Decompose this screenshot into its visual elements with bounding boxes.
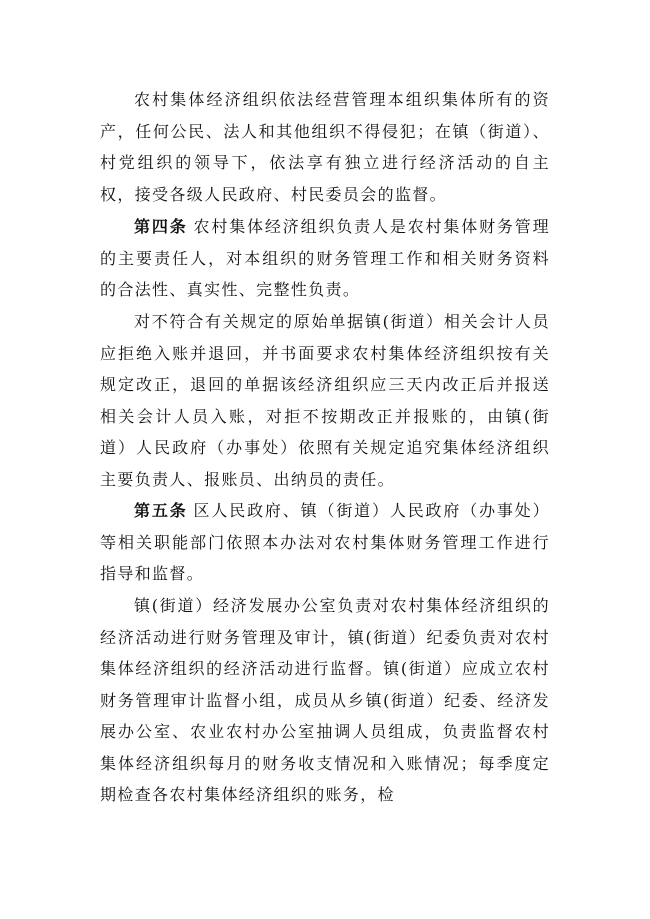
paragraph-invalid-receipts xyxy=(100,306,550,495)
paragraph-asset-management xyxy=(100,84,550,210)
paragraph-article-4 xyxy=(100,211,550,306)
paragraph-audit-supervision xyxy=(100,590,550,811)
paragraph-text: 区人民政府、镇（街道）人民政府（办事处）等相关职能部门依照本办法对农村集体财务管理工作进行指导和监督。 xyxy=(100,501,550,583)
paragraph-text: 农村集体经济组织负责人是农村集体财务管理的主要责任人，对本组织的财务管理工作和相关财务资料的合法性、真实性、完整性负责。 xyxy=(100,217,550,299)
article-heading: 第四条 xyxy=(134,217,188,236)
article-heading: 第五条 xyxy=(134,501,188,520)
paragraph-text: 镇(街道）经济发展办公室负责对农村集体经济组织的经济活动进行财务管理及审计，镇(街道）纪委负责对农村集体经济组织的经济活动进行监督。镇(街道）应成立农村财务管理审计监督小组，成员从乡镇(街道）纪委、经济发展办公室、农业农村办公室抽调人员组成，负责监督农村集体经济组织每月的财务收支情况和入账情况；每季度定期检查各农村集体经济组织的账务，检 xyxy=(100,596,550,804)
paragraph-article-5 xyxy=(100,495,550,590)
paragraph-text: 对不符合有关规定的原始单据镇(街道）相关会计人员应拒绝入账并退回，并书面要求农村集体经济组织按有关规定改正，退回的单据该经济组织应三天内改正后并报送相关会计人员入账，对拒不按期改正并报账的，由镇(街道）人民政府（办事处）依照有关规定追究集体经济组织主要负责人、报账员、出纳员的责任。 xyxy=(100,312,550,489)
paragraph-text: 农村集体经济组织依法经营管理本组织集体所有的资产，任何公民、法人和其他组织不得侵犯；在镇（街道）、村党组织的领导下，依法享有独立进行经济活动的自主权，接受各级人民政府、村民委员会的监督。 xyxy=(100,90,550,204)
